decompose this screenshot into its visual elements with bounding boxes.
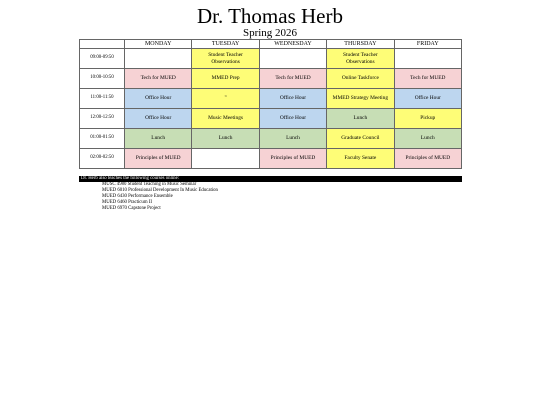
schedule-cell: Lunch: [259, 129, 326, 149]
page-subtitle: Spring 2026: [242, 27, 298, 39]
schedule-cell: [125, 49, 192, 69]
schedule-cell: MMED Strategy Meeting: [327, 89, 394, 109]
schedule-cell: Principles of MUED: [125, 149, 192, 169]
schedule-cell: Principles of MUED: [394, 149, 461, 169]
corner-cell: [80, 40, 125, 49]
schedule-row: [80, 89, 462, 109]
schedule-cell: Lunch: [192, 129, 259, 149]
page-title: Dr. Thomas Herb: [196, 4, 343, 28]
course-item: MUSC 4980 Student Teaching in Music Seminar: [102, 182, 197, 187]
schedule-row: [80, 149, 462, 169]
day-header: THURSDAY: [327, 40, 394, 49]
course-item: MUED 6460 Practicum II: [102, 200, 152, 205]
schedule-body: [80, 49, 462, 169]
time-slot: 11:00-11:50: [80, 89, 125, 109]
course-item: MUED 6430 Performance Ensemble: [102, 194, 173, 199]
schedule-cell: Tech for MUED: [259, 69, 326, 89]
course-item: MUED 6970 Capstone Project: [102, 206, 161, 211]
day-header: WEDNESDAY: [259, 40, 326, 49]
schedule-cell: Lunch: [327, 109, 394, 129]
time-slot: 09:00-09:50: [80, 49, 125, 69]
schedule-cell: Tech for MUED: [125, 69, 192, 89]
schedule-row: [80, 49, 462, 69]
schedule-cell: ": [192, 89, 259, 109]
schedule-cell: Music Meetings: [192, 109, 259, 129]
time-slot: 02:00-02:50: [80, 149, 125, 169]
course-list: [102, 182, 218, 212]
schedule-row: [80, 69, 462, 89]
schedule-cell: Faculty Senate: [327, 149, 394, 169]
schedule-cell: Office Hour: [394, 89, 461, 109]
day-header: MONDAY: [125, 40, 192, 49]
schedule-cell: Office Hour: [259, 89, 326, 109]
schedule-cell: [259, 49, 326, 69]
schedule-cell: Office Hour: [125, 89, 192, 109]
day-header: FRIDAY: [394, 40, 461, 49]
schedule-cell: [192, 149, 259, 169]
header-row: [80, 40, 462, 49]
schedule-cell: Tech for MUED: [394, 69, 461, 89]
schedule-cell: Principles of MUED: [259, 149, 326, 169]
schedule-row: [80, 129, 462, 149]
schedule-cell: Office Hour: [125, 109, 192, 129]
time-slot: 10:00-10:50: [80, 69, 125, 89]
schedule-cell: Lunch: [125, 129, 192, 149]
schedule-table: [79, 39, 462, 169]
schedule-cell: Pickup: [394, 109, 461, 129]
time-slot: 01:00-01:50: [80, 129, 125, 149]
time-slot: 12:00-12:50: [80, 109, 125, 129]
schedule-cell: Online Taskforce: [327, 69, 394, 89]
schedule-cell: MMED Prep: [192, 69, 259, 89]
day-header: TUESDAY: [192, 40, 259, 49]
schedule-cell: Office Hour: [259, 109, 326, 129]
schedule-cell: Lunch: [394, 129, 461, 149]
schedule-cell: [394, 49, 461, 69]
schedule-cell: Student Teacher Observations: [192, 49, 259, 69]
online-courses-note: Dr. Herb also teaches the following courses online:: [79, 176, 462, 182]
schedule-row: [80, 109, 462, 129]
schedule-cell: Graduate Council: [327, 129, 394, 149]
course-item: MUED 6010 Professional Development In Music Education: [102, 188, 218, 193]
schedule-cell: Student Teacher Observations: [327, 49, 394, 69]
